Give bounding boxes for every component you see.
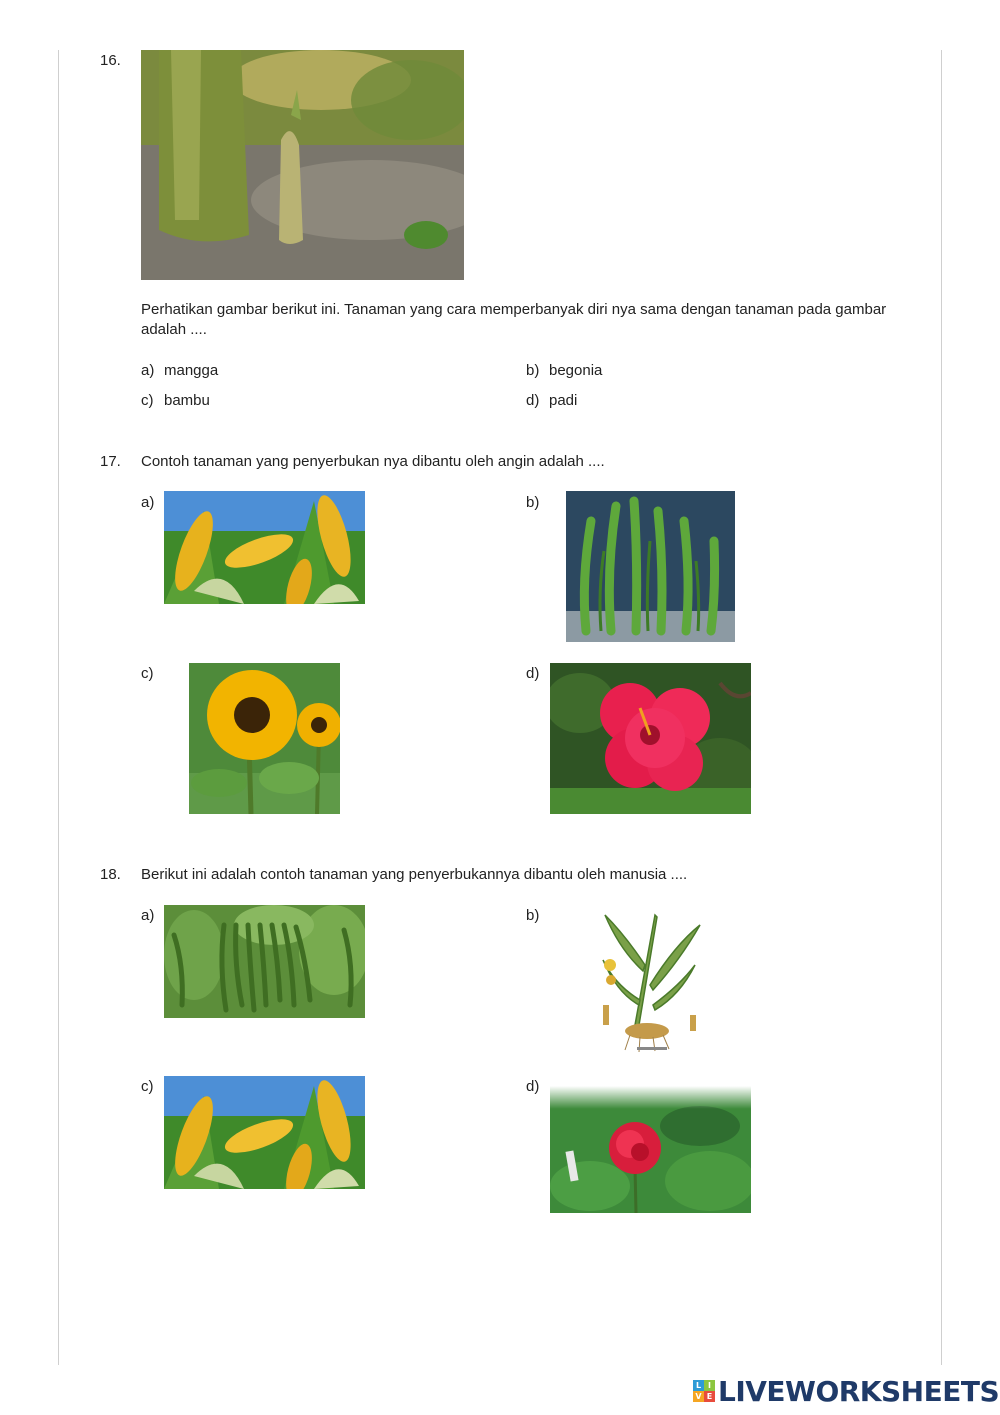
option-label: a) [141, 362, 155, 379]
question-number-17: 17. [100, 453, 121, 470]
option-17-c-sunflower-image[interactable] [189, 663, 340, 814]
option-18-d-label: d) [526, 1078, 540, 1095]
question-number-18: 18. [100, 866, 121, 883]
option-18-b-ginger-image[interactable] [595, 905, 708, 1056]
option-18-c-corn-image[interactable] [164, 1076, 365, 1189]
option-16-c[interactable] [141, 392, 210, 409]
option-17-b-hydrilla-image[interactable] [566, 491, 735, 642]
question-number-16: 16. [100, 52, 121, 69]
option-text: begonia [549, 362, 603, 379]
option-18-a-vanilla-image[interactable] [164, 905, 365, 1018]
liveworksheets-logo [693, 1374, 999, 1408]
option-16-d[interactable] [526, 392, 577, 409]
option-18-d-rose-image[interactable] [550, 1086, 751, 1213]
option-17-c-label: c) [141, 665, 154, 682]
option-18-c-label: c) [141, 1078, 154, 1095]
right-margin-line [941, 50, 942, 1365]
option-label: c) [141, 392, 154, 409]
logo-text: LIVEWORKSHEETS [718, 1374, 1000, 1408]
option-text: padi [549, 392, 578, 409]
option-label: d) [526, 392, 540, 409]
option-17-a-corn-image[interactable] [164, 491, 365, 604]
left-margin-line [58, 50, 59, 1365]
option-label: b) [526, 362, 540, 379]
question-text-17: Contoh tanaman yang penyerbukan nya dibantu oleh angin adalah .... [141, 453, 605, 470]
question-text-18: Berikut ini adalah contoh tanaman yang penyerbukannya dibantu oleh manusia .... [141, 866, 688, 883]
option-16-b[interactable] [526, 362, 602, 379]
option-16-a[interactable] [141, 362, 218, 379]
option-17-d-hibiscus-image[interactable] [550, 663, 751, 814]
option-17-a-label: a) [141, 494, 155, 511]
option-17-d-label: d) [526, 665, 540, 682]
question-text-16: Perhatikan gambar berikut ini. Tanaman yang cara memperbanyak diri nya sama dengan tanaman pada gambar adalah .... [141, 301, 887, 338]
logo-mark-icon: L I V E [693, 1380, 715, 1402]
option-17-b-label: b) [526, 494, 540, 511]
option-text: bambu [164, 392, 210, 409]
option-18-b-label: b) [526, 907, 540, 924]
option-text: mangga [164, 362, 219, 379]
banana-plant-image [141, 50, 464, 280]
option-18-a-label: a) [141, 907, 155, 924]
